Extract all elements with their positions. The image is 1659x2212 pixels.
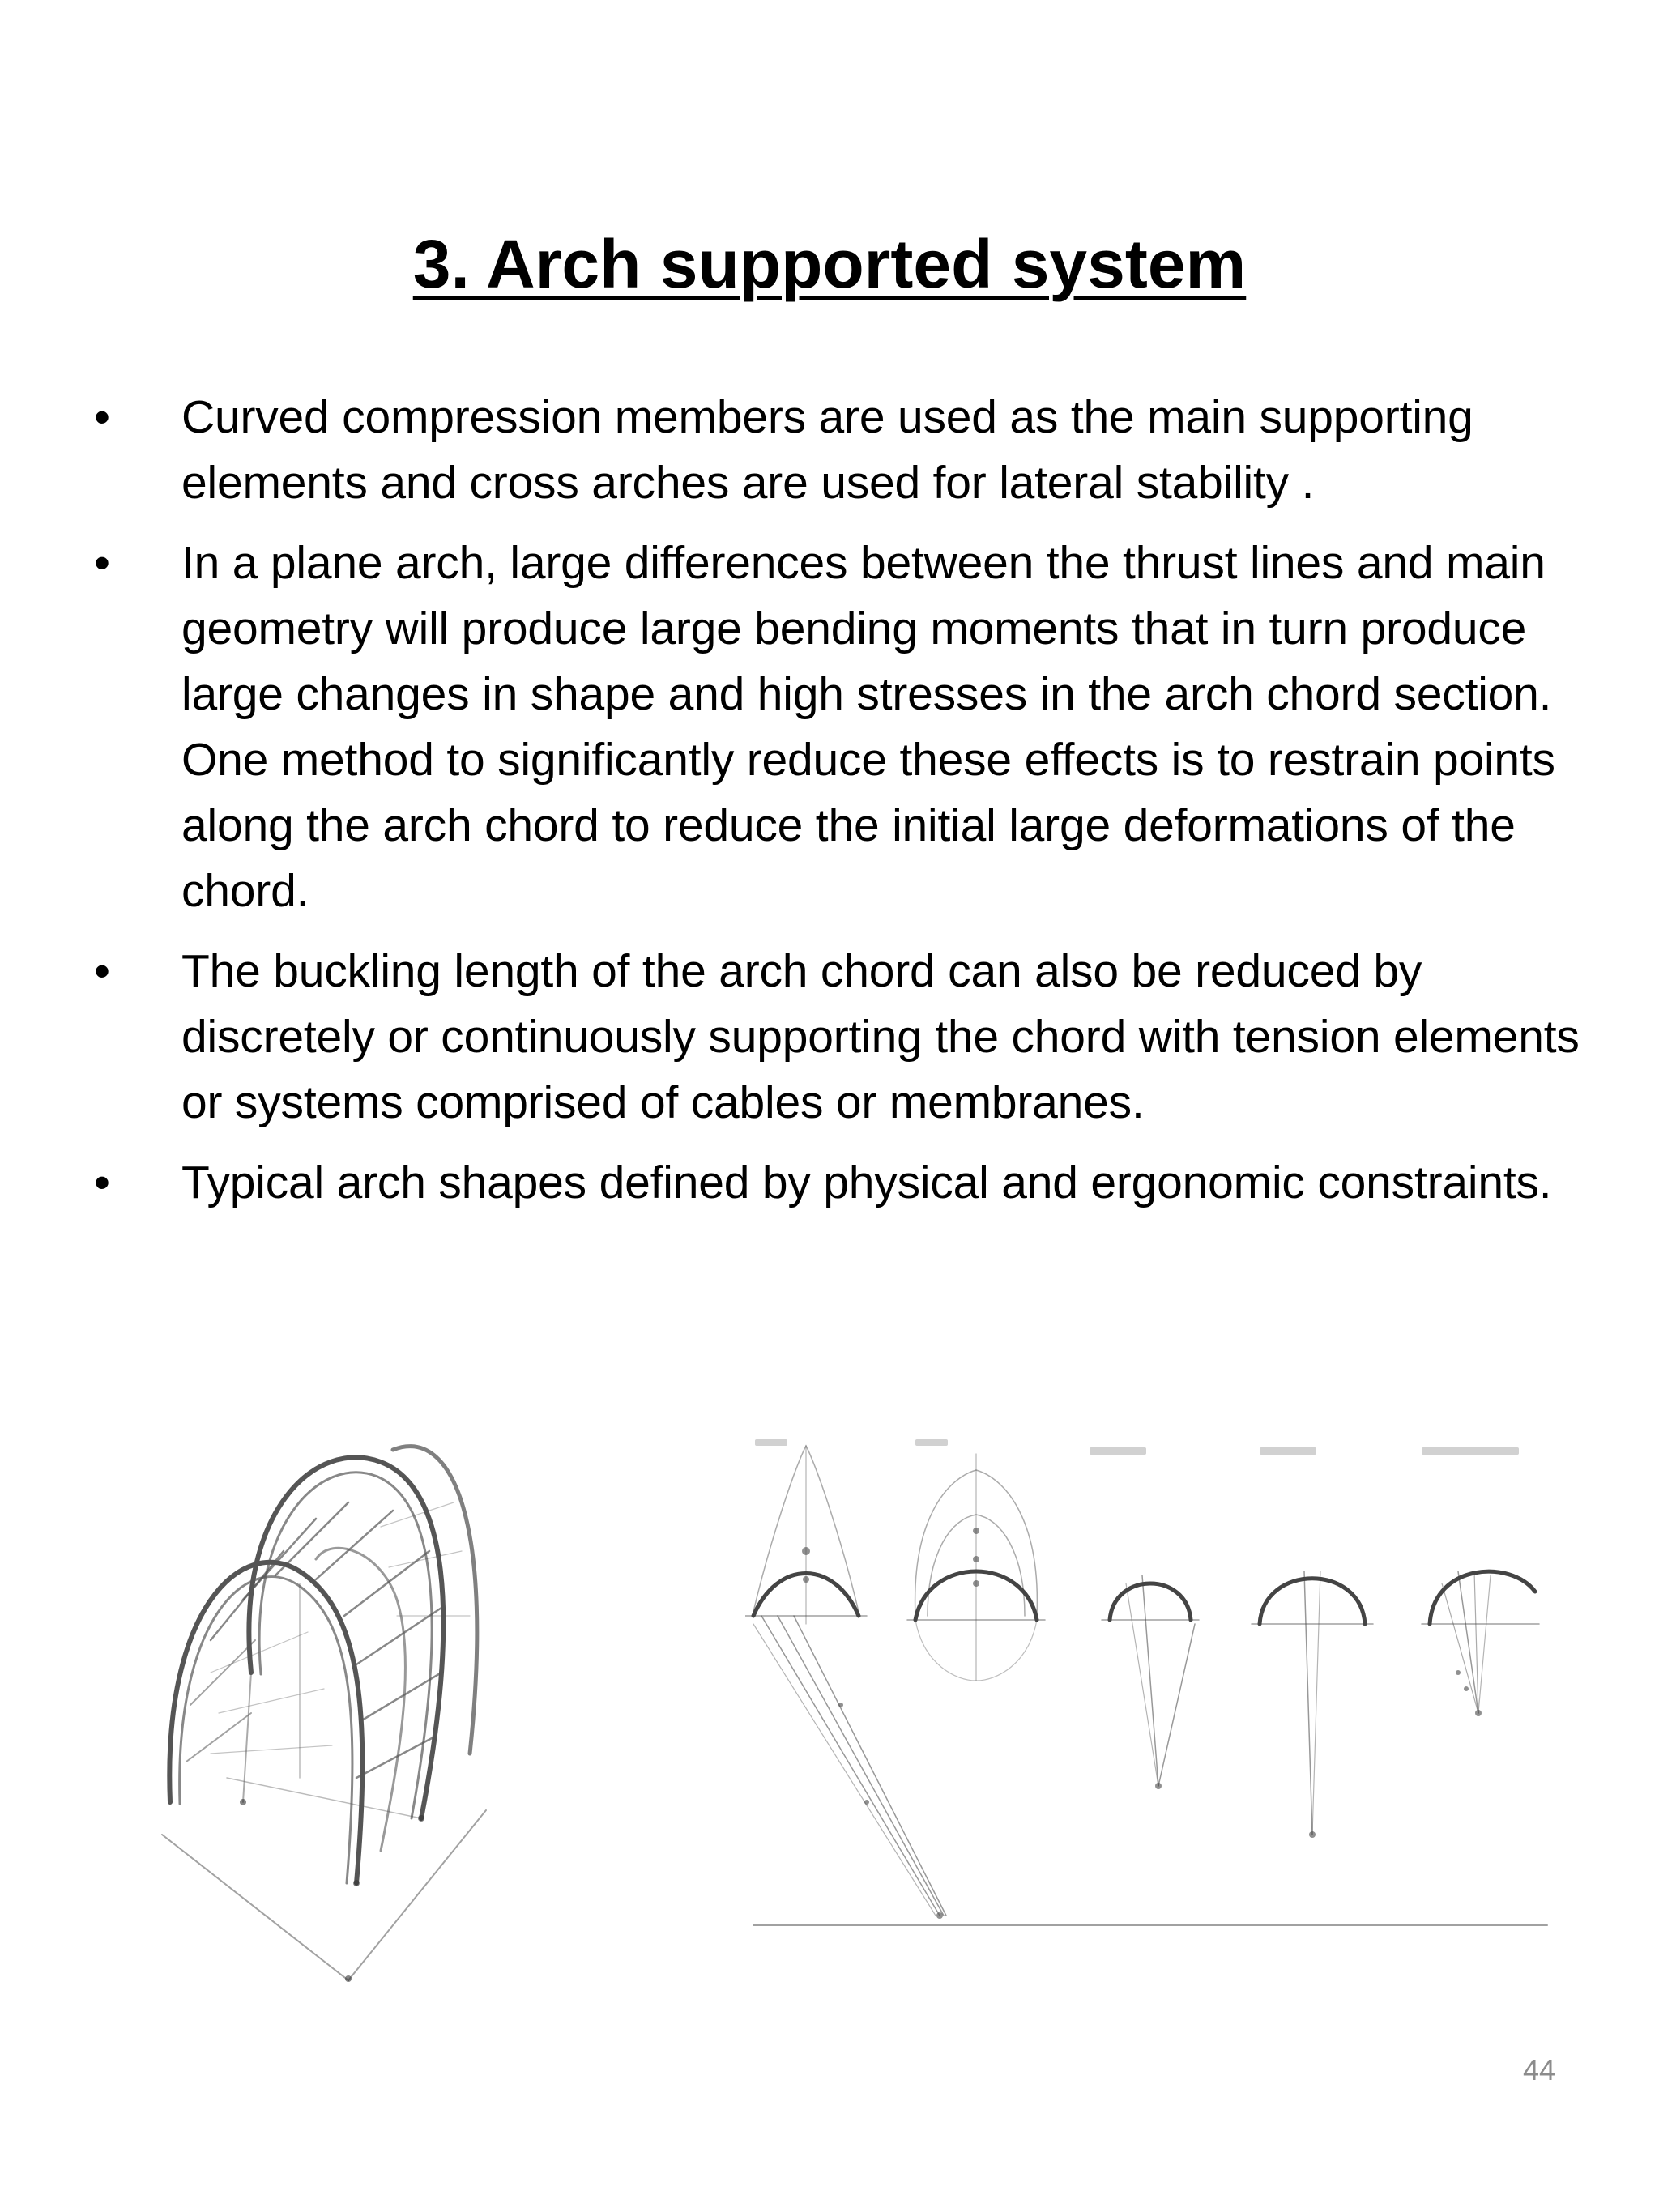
bullet-dot: •	[94, 537, 110, 589]
bullet-text: Typical arch shapes defined by physical and ergonomic constraints.	[181, 1157, 1552, 1208]
bullet-dot: •	[94, 391, 110, 443]
bullet-dot: •	[94, 1157, 110, 1208]
bullet-item	[0, 385, 1659, 516]
bullet-text: The buckling length of the arch chord can also be reduced by discretely or continuously supporting the chord with tension elements or systems comprised of cables or membranes.	[181, 945, 1580, 1128]
page-number: 44	[1522, 2053, 1555, 2086]
bullet-dot: •	[94, 945, 110, 997]
bullet-item	[0, 1150, 1659, 1216]
arch-structure-sketch	[113, 1430, 599, 1988]
slide-title-text: 3. Arch supported system	[412, 226, 1247, 302]
slide-title	[0, 227, 1659, 301]
bullet-list	[0, 385, 1659, 1230]
bullet-text: Curved compression members are used as the main supporting elements and cross arches are used for lateral stability .	[181, 391, 1473, 509]
arch-shapes-diagram	[745, 1430, 1555, 1948]
bullet-item	[0, 531, 1659, 924]
bullet-text: In a plane arch, large differences between the thrust lines and main geometry will produce large bending moments that in turn produce large changes in shape and high stresses in the arch chord section. One method to significantly reduce these effects is to restrain points along the arch chord to reduce the initial large deformations of the chord.	[181, 537, 1555, 917]
bullet-item	[0, 939, 1659, 1136]
